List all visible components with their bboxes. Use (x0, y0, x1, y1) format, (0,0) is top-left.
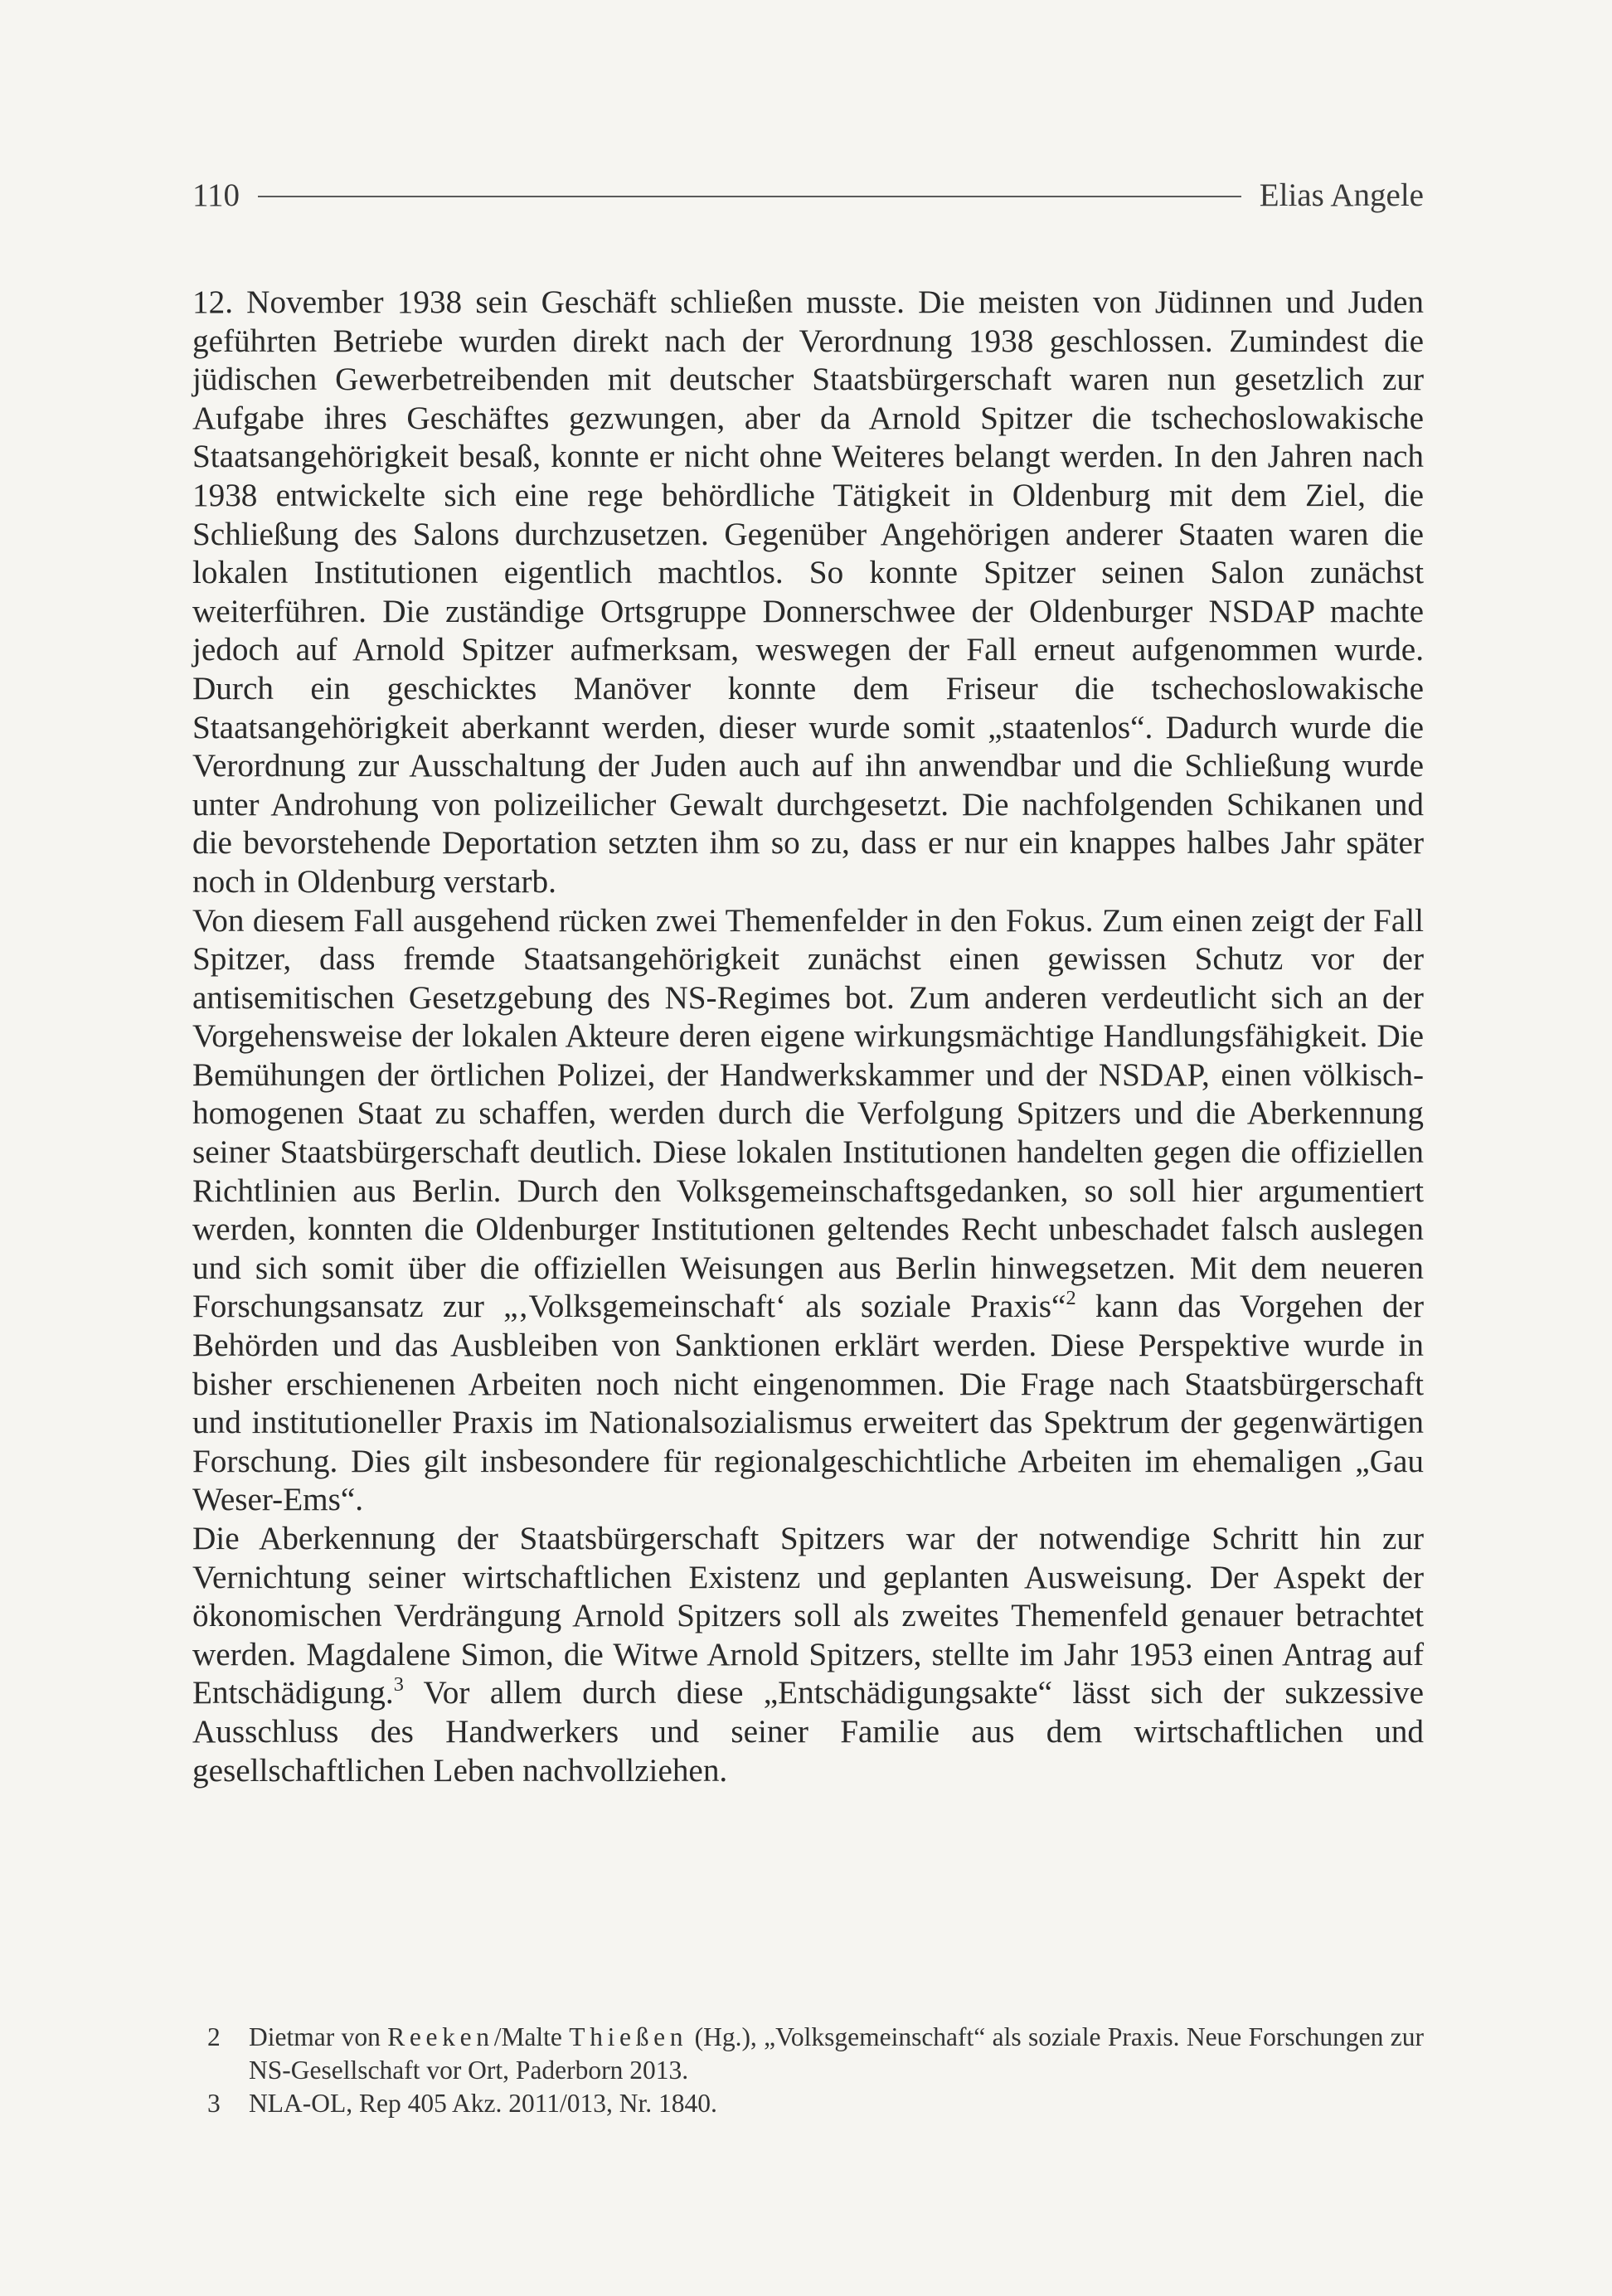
footnote-number: 2 (207, 2022, 221, 2051)
author-name: Elias Angele (1259, 177, 1424, 213)
footnote-ref-3: 3 (393, 1673, 404, 1697)
paragraph-2 (192, 902, 1424, 1521)
author-surname: Thießen (569, 2022, 688, 2051)
paragraph-3-text-b: Vor allem durch diese „Entschädigungsakte“ lässt sich der sukzessive Ausschluss des Handwerkers und seiner Familie aus dem wirtschaftlichen und gesellschaftlichen Leben nachvollziehen. (192, 1675, 1424, 1789)
footnote-text: NLA-OL, Rep 405 Akz. 2011/013, Nr. 1840. (249, 2089, 717, 2118)
running-head (192, 170, 1424, 220)
paragraph-2-text-b: kann das Vorgehen der Behörden und das Ausbleiben von Sanktionen erklärt werden. Diese Perspektive wurde in bisher erschienenen Arbeiten noch nicht eingenommen. Die Frage nach Staatsbürgerschaft und institutioneller Praxis im Nationalsozialismus erweitert das Spektrum der gegenwärtigen Forschung. Dies gilt insbesondere für regionalgeschichtliche Arbeiten im ehemaligen „Gau Weser-Ems“. (192, 1289, 1424, 1518)
footnotes (207, 2021, 1424, 2120)
footnote-3 (207, 2087, 1424, 2120)
paragraph-2-text-a: Von diesem Fall ausgehend rücken zwei Themenfelder in den Fokus. Zum einen zeigt der Fall Spitzer, dass fremde Staatsangehörigkeit zunächst einen gewissen Schutz vor der antisemitischen Gesetzgebung des NS-Regimes bot. Zum anderen verdeutlicht sich an der Vorgehensweise der lokalen Akteure deren eigene wirkungsmächtige Handlungsfähigkeit. Die Bemühungen der örtlichen Polizei, der Handwerkskammer und der NSDAP, einen völkisch-homogenen Staat zu schaffen, werden durch die Verfolgung Spitzers und die Aberkennung seiner Staatsbürgerschaft deutlich. Diese lokalen Institutionen handelten gegen die offiziellen Richtlinien aus Berlin. Durch den Volksgemeinschaftsgedanken, so soll hier argumentiert werden, konnten die Oldenburger Institutionen geltendes Recht unbeschadet falsch auslegen und sich somit über die offiziellen Weisungen aus Berlin hinwegsetzen. Mit dem neueren Forschungsansatz zur „‚Volksgemeinschaft‘ als soziale Praxis“ (192, 902, 1424, 1325)
footnote-ref-2: 2 (1066, 1287, 1076, 1310)
page-number: 110 (192, 177, 240, 213)
footnote-text-part: /Malte (493, 2022, 570, 2051)
paragraph-3 (192, 1520, 1424, 1790)
paragraph-3-text-a: Die Aberkennung der Staatsbürgerschaft Spitzers war der notwendige Schritt hin zur Vernichtung seiner wirtschaftlichen Existenz und geplanten Ausweisung. Der Aspekt der ökonomischen Verdrängung Arnold Spitzers soll als zweites Themenfeld genauer betrachtet werden. Magdalene Simon, die Witwe Arnold Spitzers, stellte im Jahr 1953 einen Antrag auf Entschädigung. (192, 1521, 1424, 1711)
paragraph-1: 12. November 1938 sein Geschäft schließen musste. Die meisten von Jüdinnen und Juden geführten Betriebe wurden direkt nach der Verordnung 1938 geschlossen. Zumindest die jüdischen Gewerbetreibenden mit deutscher Staatsbürgerschaft waren nun gesetzlich zur Aufgabe ihres Geschäftes gezwungen, aber da Arnold Spitzer die tschechoslowakische Staatsangehörigkeit besaß, konnte er nicht ohne Weiteres belangt werden. In den Jahren nach 1938 entwickelte sich eine rege behördliche Tätigkeit in Oldenburg mit dem Ziel, die Schließung des Salons durchzusetzen. Gegenüber Angehörigen anderer Staaten waren die lokalen Institutionen eigentlich machtlos. So konnte Spitzer seinen Salon zunächst weiterführen. Die zuständige Ortsgruppe Donnerschwee der Oldenburger NSDAP machte jedoch auf Arnold Spitzer aufmerksam, weswegen der Fall erneut aufgenommen wurde. Durch ein geschicktes Manöver konnte dem Friseur die tschechoslowakische Staatsangehörigkeit aberkannt werden, dieser wurde somit „staatenlos“. Dadurch wurde die Verordnung zur Ausschaltung der Juden auch auf ihn anwendbar und die Schließung wurde unter Androhung von polizeilicher Gewalt durchgesetzt. Die nachfolgenden Schikanen und die bevorstehende Deportation setzten ihm so zu, dass er nur ein knappes halbes Jahr später noch in Oldenburg verstarb. (192, 284, 1424, 900)
footnote-text (249, 2021, 1424, 2087)
author-surname: Reeken (387, 2022, 494, 2051)
footnote-2 (207, 2021, 1424, 2087)
main-text (192, 284, 1424, 1790)
footnote-text-part: Dietmar von (249, 2022, 388, 2051)
header-rule (258, 196, 1241, 197)
footnote-text-part: (Hg.), „Volksgemeinschaft“ als soziale Praxis. Neue Forschungen zur NS-Gesellschaft vor Ort, Paderborn 2013. (249, 2022, 1424, 2085)
footnote-number: 3 (207, 2089, 221, 2118)
